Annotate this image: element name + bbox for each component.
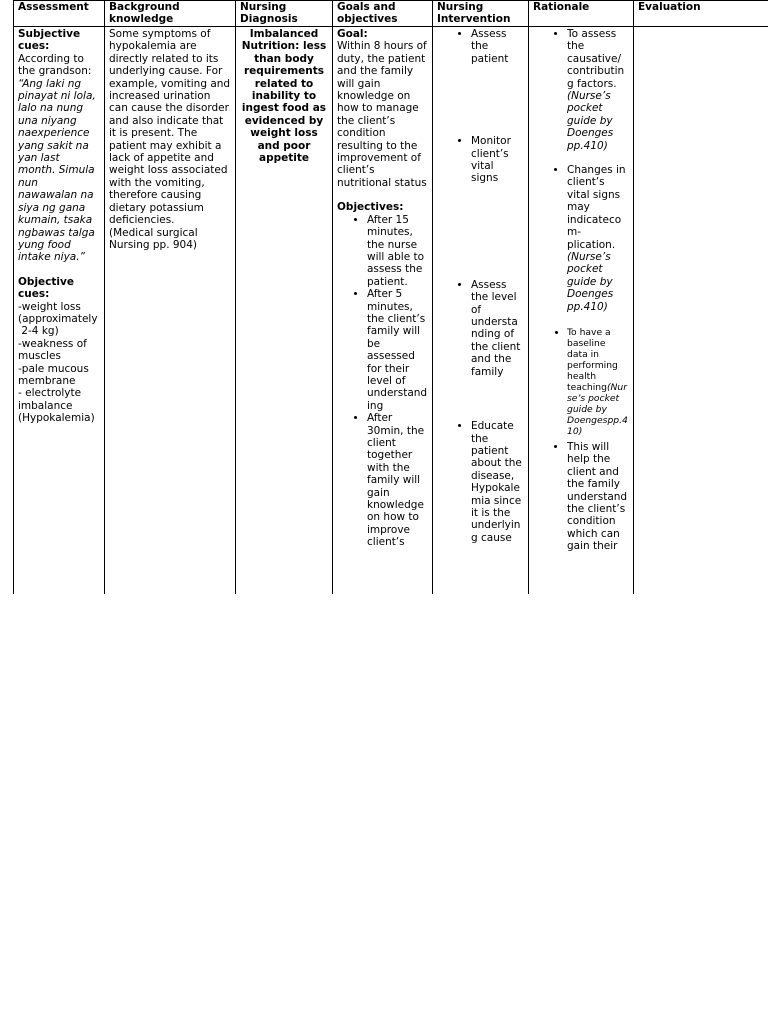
objective-line: -weight loss (approximately (18, 300, 98, 325)
objective-line: - electrolyte imbalance (Hypokalemia) (18, 387, 95, 425)
subjective-intro: According to the grandson: (18, 52, 92, 78)
rationale-text: To have a baseline data in performing health teaching (567, 326, 618, 393)
header-background: Background knowledge (105, 1, 236, 27)
rationale-text: This will help the client and the family understand the client’s condition which can gain their (567, 440, 628, 553)
rationale-item (567, 28, 629, 152)
objective-line: -pale mucous membrane (18, 362, 89, 387)
objective-label: Objective cues: (18, 275, 74, 301)
intervention-item: • Assess the patient (471, 28, 524, 65)
rationale-item (567, 441, 629, 553)
objective-item: • After 5 minutes, the client’s family will be assessed for their level of understanding (367, 288, 428, 412)
objective-line: 2-4 kg) (18, 325, 59, 338)
objective-line: -weakness of muscles (18, 337, 87, 363)
intervention-list (437, 28, 524, 544)
background-source: (Medical surgical Nursing pp. 904) (109, 226, 198, 251)
header-goals: Goals and objectives (333, 1, 433, 27)
diagnosis-text: Imbalanced Nutrition: less than body requirements related to inability to ingest food as evidenced by weight loss and poor appetite (241, 28, 327, 165)
rationale-list (533, 28, 629, 553)
objective-item: • After 15 minutes, the nurse will able to assess the patient. (367, 214, 428, 288)
header-evaluation: Evaluation (634, 1, 768, 27)
intervention-cell (433, 27, 529, 595)
rationale-cell (529, 27, 634, 595)
rationale-item (567, 327, 629, 437)
subjective-label: Subjective cues: (18, 28, 81, 53)
rationale-text: To assess the causative/ contributing factors. (567, 28, 625, 90)
goal-label: Goal: (337, 28, 368, 40)
intervention-item: • Educate the patient about the disease, Hypokalemia since it is the underlying cause (471, 420, 524, 544)
intervention-item: • Assess the level of understanding of the client and the family (471, 279, 524, 378)
intervention-item: • Monitor client’s vital signs (471, 135, 524, 185)
header-diagnosis: Nursing Diagnosis (236, 1, 333, 27)
rationale-source: (Nurse’s pocket guide by Doenges pp.410) (567, 250, 614, 313)
goal-text: Within 8 hours of duty, the patient and the family will gain knowledge on how to manage the client’s condition resulting to the improvement of client’s nutritional status (337, 40, 427, 189)
goals-cell (333, 27, 433, 595)
objectives-label: Objectives: (337, 201, 404, 214)
rationale-source: (Nurse’s pocket guide by Doenges pp.410) (567, 90, 614, 152)
background-cell (105, 27, 236, 595)
objectives-list (337, 214, 428, 549)
header-rationale: Rationale (529, 1, 634, 27)
header-intervention: Nursing Intervention (433, 1, 529, 27)
grandson-quote: “Ang laki ng pinayat ni lola, lalo na nung una niyang naexperience yang sakit na yan last month. Simula nun nawawalan na siya ng gana kumain, tsaka ngbawas talga yung food intake niya.” (18, 77, 96, 264)
rationale-item (567, 164, 629, 313)
content-row (14, 27, 768, 595)
diagnosis-cell (236, 27, 333, 595)
header-assessment: Assessment (14, 1, 105, 27)
evaluation-cell (634, 27, 768, 595)
header-row (14, 1, 768, 27)
assessment-cell (14, 27, 105, 595)
objective-item: • After 30min, the client together with the family will gain knowledge on how to improve client’s (367, 412, 428, 548)
background-text: Some symptoms of hypokalemia are directly related to its underlying cause. For example, vomiting and increased urination can cause the disorder and also indicate that it is present. The patient may exhibit a lack of appetite and weight loss associated with the vomiting, therefore causing dietary potassium deficiencies. (109, 28, 231, 227)
rationale-text: Changes in client’s vital signs may indicatecom-plication. (567, 164, 626, 251)
nursing-care-plan-table (13, 0, 768, 594)
rationale-source: (Nurse’s pocket guide by Doengespp.410) (567, 381, 628, 437)
